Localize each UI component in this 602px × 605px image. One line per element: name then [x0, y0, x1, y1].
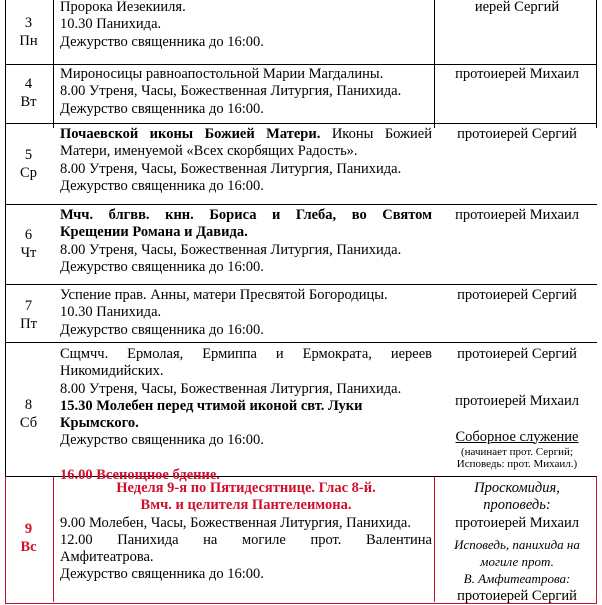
priest-cell: [437, 287, 597, 304]
duty-line: Дежурство священника до 16:00.: [60, 100, 264, 117]
priest-name: протоиерей Михаил: [455, 207, 579, 223]
day-cell: [5, 297, 52, 333]
day-number: 7: [24, 298, 33, 314]
duty-line: Дежурство священника до 16:00.: [60, 258, 264, 275]
sunday-column-divider-1: [53, 477, 54, 602]
day-cell: [5, 396, 52, 432]
row-divider: [5, 342, 597, 343]
feast-name: [60, 126, 432, 143]
priest-role: В. Амфитеатрова:: [463, 571, 571, 587]
duty-line: Дежурство священника до 16:00.: [60, 33, 264, 50]
feast-name: Мчч. блгвв. кнн. Бориса и Глеба, во Святом: [60, 207, 432, 223]
sobor-note: (начинает прот. Сергий;: [460, 445, 574, 458]
day-abbr: Вс: [20, 539, 37, 555]
priest-name: протоиерей Сергий: [457, 126, 577, 142]
service-line: 8.00 Утреня, Часы, Божественная Литургия, Панихида.: [60, 380, 402, 397]
panikhida-line-cont: Амфитеатрова.: [60, 549, 154, 566]
row-divider: [5, 123, 597, 124]
duty-line: Дежурство священника до 16:00.: [60, 432, 264, 449]
priest-name: протоиерей Сергий: [457, 287, 577, 303]
day-number: 9: [24, 521, 33, 537]
day-abbr: Пн: [19, 33, 38, 49]
priest-cell: [437, 346, 597, 470]
sunday-column-divider-2: [434, 477, 435, 602]
priest-cell: [437, 207, 597, 224]
service-line: 10.30 Панихида.: [60, 16, 162, 33]
day-abbr: Сб: [19, 415, 38, 431]
priest-cell: [437, 126, 597, 143]
service-line: 8.00 Утреня, Часы, Божественная Литургия, Панихида.: [60, 160, 402, 177]
service-description: [60, 66, 432, 118]
service-line: 8.00 Утреня, Часы, Божественная Литургия, Панихида.: [60, 83, 402, 100]
priest-name: протоиерей Михаил: [455, 66, 579, 82]
sobor-note: Исповедь: прот. Михаил.): [456, 457, 578, 470]
row-divider: [5, 284, 597, 285]
duty-line: Дежурство священника до 16:00.: [60, 177, 264, 194]
sobor-label: Соборное служение: [455, 428, 579, 445]
sunday-title: Неделя 9-я по Пятидесятнице. Глас 8-й.: [116, 480, 376, 496]
duty-line: Дежурство священника до 16:00.: [60, 321, 264, 338]
priest-name: протоиерей Сергий: [457, 346, 577, 362]
service-line: 10.30 Панихида.: [60, 304, 162, 321]
row-divider: [5, 204, 597, 205]
priest-name: иерей Сергий: [474, 0, 560, 15]
moleben-line: 15.30 Молебен перед чтимой иконой свт. Луки Крымского.: [60, 397, 363, 432]
priest-role: проповедь:: [483, 497, 551, 514]
service-line: 8.00 Утреня, Часы, Божественная Литургия, Панихида.: [60, 241, 402, 258]
service-description: [60, 126, 432, 195]
feast-name: Мироносицы равноапостольной Марии Магдалины.: [60, 66, 384, 82]
feast-name-bold: Почаевской иконы Божией Матери.: [60, 126, 321, 142]
feast-name-rest: Иконы Божией: [331, 126, 433, 142]
day-number: 3: [24, 15, 33, 31]
service-description: [60, 207, 432, 276]
day-number: 6: [24, 227, 33, 243]
service-line: 9.00 Молебен, Часы, Божественная Литургия, Панихида.: [60, 514, 411, 531]
priest-role: Исповедь, панихида на: [454, 536, 580, 552]
day-abbr: Пт: [20, 316, 37, 332]
feast-name-cont: Матери, именуемой «Всех скорбящих Радость».: [60, 143, 358, 160]
day-abbr: Вт: [20, 94, 37, 110]
service-description: [60, 346, 432, 484]
row-divider: [5, 64, 597, 65]
priest-name: протоиерей Сергий: [457, 587, 577, 604]
day-cell: [5, 75, 52, 111]
vigil-line: 16.00 Всенощное бдение.: [60, 466, 220, 483]
day-number: 5: [24, 147, 33, 163]
service-description: [60, 287, 432, 339]
day-number: 4: [24, 76, 33, 92]
feast-name: Успение прав. Анны, матери Пресвятой Богородицы.: [60, 287, 388, 303]
day-abbr: Чт: [20, 245, 37, 261]
day-cell: [5, 226, 52, 262]
day-number: 8: [24, 397, 33, 413]
priest-role: Проскомидия,: [474, 480, 560, 496]
priest-role: могиле прот.: [480, 554, 554, 570]
feast-name: Пророка Иезекииля.: [60, 0, 186, 15]
priest-name: протоиерей Михаил: [455, 393, 579, 410]
priest-cell: [437, 0, 597, 16]
feast-name-cont: Никомидийских.: [60, 363, 164, 380]
feast-name: Сщмчч. Ермолая, Ермиппа и Ермократа, иереев: [60, 346, 432, 362]
feast-name-cont: Крещении Романа и Давида.: [60, 224, 248, 241]
day-cell: [5, 146, 52, 182]
service-description: [60, 480, 432, 584]
panikhida-line: 12.00 Панихида на могиле прот. Валентина: [60, 531, 432, 548]
priest-cell: [437, 66, 597, 83]
duty-line: Дежурство священника до 16:00.: [60, 566, 264, 583]
priest-name: протоиерей Михаил: [455, 514, 579, 531]
day-abbr: Ср: [20, 165, 37, 181]
priest-cell: [437, 480, 597, 605]
sunday-title: Вмч. и целителя Пантелеимона.: [140, 497, 352, 514]
service-description: [60, 0, 432, 51]
day-cell: [5, 14, 52, 50]
day-cell: [5, 520, 52, 556]
